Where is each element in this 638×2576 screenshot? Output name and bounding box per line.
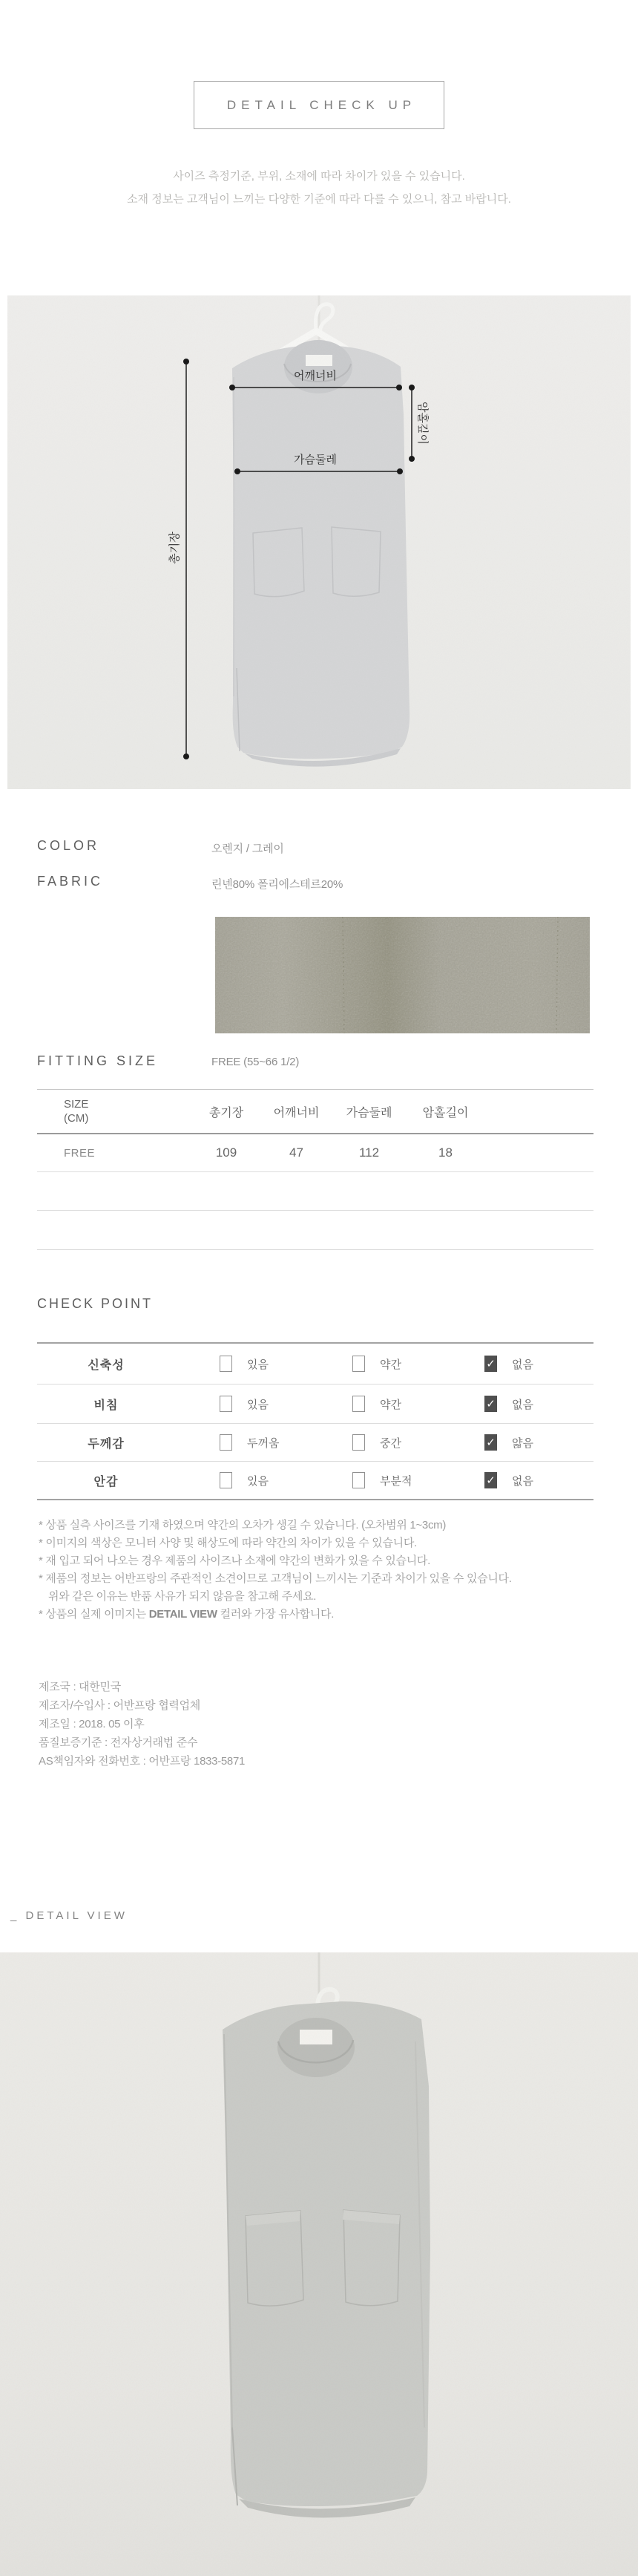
info-maker: 제조자/수입사 : 어반프랑 협력업체: [39, 1699, 200, 1712]
check-point-title: CHECK POINT: [37, 1296, 154, 1311]
detail-check-up-badge: [194, 81, 444, 129]
checkbox-checked-icon: [484, 1356, 497, 1372]
size-notice-text: [0, 165, 638, 211]
check-point-table: [37, 1342, 593, 1500]
notice-list: [39, 1517, 602, 1624]
option-thickness-thick: 두꺼움: [220, 1434, 279, 1451]
checkbox-unchecked-icon: [220, 1396, 232, 1412]
notice-line: * 상품 실측 사이즈를 기재 하였으며 약간의 오차가 생길 수 있습니다. (오차범위 1~3cm): [39, 1519, 447, 1531]
option-sheer-yes: 있음: [220, 1396, 269, 1412]
measurement-diagram-image: [7, 295, 631, 789]
size-notice-line1: 사이즈 측정기준, 부위, 소재에 따라 차이가 있을 수 있습니다.: [173, 170, 465, 183]
checkbox-checked-icon: [484, 1396, 497, 1412]
option-sheer-none: ✓ 없음: [484, 1396, 533, 1412]
info-country: 제조국 : 대한민국: [39, 1681, 121, 1693]
color-section-label: COLOR: [37, 838, 100, 853]
size-table-col-armhole: 암홀길이: [422, 1106, 469, 1119]
detail-view-title: _ DETAIL VIEW: [10, 1909, 128, 1922]
checkbox-unchecked-icon: [352, 1434, 365, 1451]
notice-line: * 이미지의 색상은 모니터 사양 및 해상도에 따라 약간의 차이가 있을 수 있습니다.: [39, 1537, 417, 1549]
checkbox-checked-icon: [484, 1434, 497, 1451]
size-table-col-size-cm: SIZE (CM): [64, 1098, 89, 1125]
fabric-value: 린넨80% 폴리에스테르20%: [211, 878, 343, 891]
info-date: 제조일 : 2018. 05 이후: [39, 1718, 145, 1730]
checkbox-unchecked-icon: [352, 1356, 365, 1372]
size-table-header-row: [37, 1090, 593, 1134]
color-value: 오렌지 / 그레이: [211, 843, 284, 855]
option-stretch-yes: 있음: [220, 1356, 269, 1372]
size-chest-value: 112: [358, 1145, 380, 1160]
checkbox-unchecked-icon: [220, 1472, 232, 1488]
checkbox-unchecked-icon: [352, 1396, 365, 1412]
size-table: [37, 1089, 593, 1250]
size-table-free-row: [37, 1134, 593, 1172]
size-notice-line2: 소재 정보는 고객님이 느끼는 다양한 기준에 따라 다를 수 있으니, 참고 바랍니다.: [127, 193, 511, 206]
notice-line: * 재 입고 되어 나오는 경우 제품의 사이즈나 소재에 약간의 변화가 있을 수 있습니다.: [39, 1555, 430, 1567]
check-row-stretch: 신축성 있음 약간 ✓ 없음: [37, 1344, 593, 1385]
manufacturer-info: [39, 1678, 558, 1771]
size-total-length-value: 109: [215, 1145, 237, 1160]
check-row-lining: 안감 있음 부분적 ✓ 없음: [37, 1462, 593, 1500]
size-table-col-shoulder: 어깨너비: [273, 1106, 320, 1119]
info-as-contact: AS책임자와 전화번호 : 어반프랑 1833-5871: [39, 1755, 246, 1768]
check-row-sheer: 비침 있음 약간 ✓ 없음: [37, 1385, 593, 1424]
option-stretch-none: ✓ 없음: [484, 1356, 533, 1372]
notice-line: 위와 같은 이유는 반품 사유가 되지 않음을 참고해 주세요.: [48, 1590, 317, 1603]
option-stretch-slight: 약간: [352, 1356, 401, 1372]
size-table-col-total-length: 총기장: [208, 1106, 244, 1119]
info-warranty: 품질보증기준 : 전자상거래법 준수: [39, 1736, 198, 1749]
size-free-label: FREE: [64, 1146, 96, 1160]
option-thickness-medium: 중간: [352, 1434, 401, 1451]
option-sheer-slight: 약간: [352, 1396, 401, 1412]
chest-girth-label: 가슴둘레: [294, 454, 337, 466]
option-lining-yes: 있음: [220, 1472, 269, 1488]
option-thickness-thin: ✓ 얇음: [484, 1434, 533, 1451]
fabric-section-label: FABRIC: [37, 874, 104, 889]
fitting-size-section-label: FITTING SIZE: [37, 1053, 158, 1068]
option-lining-partial: 부분적: [352, 1472, 412, 1488]
notice-line: * 상품의 실제 이미지는 DETAIL VIEW 컬러와 가장 유사합니다.: [39, 1608, 335, 1621]
checkbox-unchecked-icon: [220, 1434, 232, 1451]
total-length-label: 총기장: [168, 532, 181, 564]
size-table-col-chest: 가슴둘레: [346, 1106, 392, 1119]
fabric-swatch-image: [215, 917, 590, 1033]
checkbox-unchecked-icon: [352, 1472, 365, 1488]
option-lining-none: ✓ 없음: [484, 1472, 533, 1488]
size-table-empty-row: [37, 1172, 593, 1211]
checkbox-checked-icon: [484, 1472, 497, 1488]
fitting-size-value: FREE (55~66 1/2): [211, 1056, 300, 1068]
armhole-depth-label: 암홀깊이: [416, 402, 429, 445]
shoulder-width-label: 어깨너비: [294, 370, 337, 382]
detail-photo: [0, 1952, 638, 2576]
notice-line: * 제품의 정보는 어반프랑의 주관적인 소견이므로 고객님이 느끼시는 기준과 차이가 있을 수 있습니다.: [39, 1572, 512, 1585]
size-shoulder-value: 47: [289, 1145, 303, 1160]
size-table-empty-row: [37, 1211, 593, 1250]
size-armhole-value: 18: [438, 1145, 453, 1160]
check-row-thickness: 두께감 두꺼움 중간 ✓ 얇음: [37, 1424, 593, 1462]
badge-title: DETAIL CHECK UP: [226, 97, 417, 112]
checkbox-unchecked-icon: [220, 1356, 232, 1372]
